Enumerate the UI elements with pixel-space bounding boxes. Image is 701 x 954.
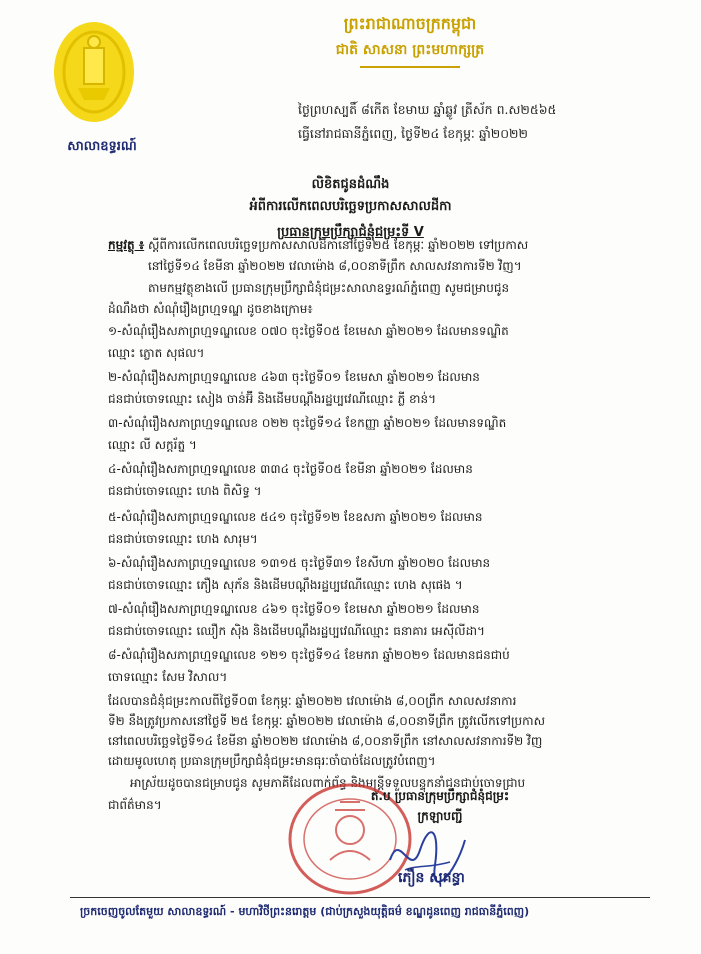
signatory-name: ភឿន សុគន្ធា xyxy=(398,870,465,886)
court-emblem-icon xyxy=(48,18,140,130)
intro-line-2: ដំណឹងថា សំណុំរឿងព្រហ្មទណ្ឌ ដូចខាងក្រោម៖ xyxy=(108,302,313,316)
footer-address: ច្រកចេញចូលតែមួយ សាលាឧទ្ធរណ៍ - មហាវិថីព្រះនរោត្តម (ជាប់ក្រសួងយុត្តិធម៌ ខណ្ឌដូនពេញ រាជធានីភ្នំពេញ) xyxy=(80,905,530,918)
case-6-line-1: ៦-សំណុំរឿងសភាព្រហ្មទណ្ឌលេខ ១៣១៥ ចុះថ្ងៃទី៣១ ខែសីហា ឆ្នាំ២០២០ ដែលមាន xyxy=(108,556,491,570)
case-1-line-2: ឈ្មោះ ភ្លោត សុផល។ xyxy=(108,346,205,360)
case-8-line-1: ៨-សំណុំរឿងសភាព្រហ្មទណ្ឌលេខ ១២១ ចុះថ្ងៃទី១៤ ខែមករា ឆ្នាំ២០២១ ដែលមានជនជាប់ xyxy=(108,648,510,662)
document-type: លិខិតជូនដំណឹង xyxy=(311,177,390,192)
case-7-line-2: ជនជាប់ចោទឈ្មោះ ឈឿក ស៊ិង និងដើមបណ្តឹងរដ្ឋប្បវេណីឈ្មោះ ធនាគារ អេស៊ីលីដា។ xyxy=(108,624,485,638)
document-about: អំពីការលើកពេលបរិច្ឆេទប្រកាសសាលដីកា xyxy=(249,199,452,214)
decision-line-2: ទី២ នឹងត្រូវប្រកាសនៅថ្ងៃទី ២៥ ខែកុម្ភៈ ឆ្នាំ២០២២ វេលាម៉ោង ៨,០០នាទីព្រឹក ត្រូវលើកទៅប្រកាស xyxy=(108,714,546,728)
decision-line-3: នៅពេលបរិច្ឆេទថ្ងៃទី១៤ ខែមីនា ឆ្នាំ២០២២ វេលាម៉ោង ៨,០០នាទីព្រឹក នៅសាលសវនាការទី២ វិញ xyxy=(108,734,543,748)
case-1-line-1: ១-សំណុំរឿងសភាព្រហ្មទណ្ឌលេខ ០៧០ ចុះថ្ងៃទី០៥ ខែមេសា ឆ្នាំ២០២១ ដែលមានទណ្ឌិត xyxy=(108,324,509,338)
closing-line-1: អាស្រ័យដូចបានជម្រាបជូន សូមភាគីដែលពាក់ព័ន្ធ និងមន្ត្រីទទួលបន្ទុកនាំជនជាប់ចោទជ្រាប xyxy=(130,776,526,790)
lunar-date: ថ្ងៃព្រហស្បតិ៍ ៨កើត ខែមាឃ ឆ្នាំឆ្លូវ ត្រីស័ក ព.ស២៥៦៥ xyxy=(298,102,557,117)
case-7-line-1: ៧-សំណុំរឿងសភាព្រហ្មទណ្ឌលេខ ៤៦១ ចុះថ្ងៃទី០១ ខែមេសា ឆ្នាំ២០២១ ដែលមាន xyxy=(108,602,480,616)
decision-line-1: ដែលបានជំនុំជម្រះកាលពីថ្ងៃទី០៣ ខែកុម្ភៈ ឆ្នាំ២០២២ វេលាម៉ោង ៨,០០ព្រឹក សាលសវនាការ xyxy=(108,694,517,708)
case-5-line-2: ជនជាប់ចោទឈ្មោះ ហេង សារុម។ xyxy=(108,532,258,546)
footer-divider xyxy=(70,897,650,898)
case-4-line-2: ជនជាប់ចោទឈ្មោះ ហេង ពិសិទ្ធ ។ xyxy=(108,484,262,498)
national-motto: ជាតិ សាសនា ព្រះមហាក្សត្រ xyxy=(335,42,485,58)
subject-text-2: នៅថ្ងៃទី១៤ ខែមីនា ឆ្នាំ២០២២ វេលាម៉ោង ៨,០០នាទីព្រឹក សាលសវនាការទី២ វិញ។ xyxy=(148,259,522,273)
case-2-line-1: ២-សំណុំរឿងសភាព្រហ្មទណ្ឌលេខ ៤៦៣ ចុះថ្ងៃទី០១ ខែមេសា ឆ្នាំ២០២១ ដែលមាន xyxy=(108,370,480,384)
case-2-line-2: ជនជាប់ចោទឈ្មោះ សៀង ចាន់អ៊ី និងដើមបណ្តឹងរដ្ឋប្បវេណីឈ្មោះ ភ្លី ខាន់។ xyxy=(108,392,436,406)
kingdom-heading: ព្រះរាជាណាចក្រកម្ពុជា xyxy=(343,14,477,33)
motto-divider xyxy=(360,66,460,68)
subject-line xyxy=(108,236,628,254)
intro-line-1: តាមកម្មវត្ថុខាងលើ ប្រធានក្រុមប្រឹក្សាជំនុំជម្រះសាលាឧទ្ធរណ៍ភ្នំពេញ សូមជម្រាបជូន xyxy=(148,281,510,295)
closing-line-2: ជាព័ត៌មាន។ xyxy=(108,798,162,812)
subject-text-1: ស្តីពីការលើកពេលបរិច្ឆេទប្រកាសសាលដីកានៅថ្ងៃទី២៥ ខែកុម្ភៈ ឆ្នាំ២០២២ ទៅប្រកាស xyxy=(147,238,529,252)
decision-line-4: ដោយមូលហេតុ ប្រធានក្រុមប្រឹក្សាជំនុំជម្រះមានធុរៈចាំបាច់ដែលត្រូវបំពេញ។ xyxy=(108,754,436,768)
court-name: សាលាឧទ្ធរណ៍ xyxy=(67,139,137,154)
case-3-line-2: ឈ្មោះ លី សក្តរ័ត្ន ។ xyxy=(108,438,197,452)
case-6-line-2: ជនជាប់ចោទឈ្មោះ ភឿង សុភ័ន និងដើមបណ្តឹងរដ្ឋប្បវេណីឈ្មោះ ហេង សុផេង ។ xyxy=(108,578,463,592)
case-3-line-1: ៣-សំណុំរឿងសភាព្រហ្មទណ្ឌលេខ ០២២ ចុះថ្ងៃទី១៤ ខែកញ្ញា ឆ្នាំ២០២១ ដែលមានទណ្ឌិត xyxy=(108,416,507,430)
document-issuer: ប្រធានក្រុមប្រឹក្សាជំនុំជម្រះទី V xyxy=(277,225,424,240)
subject-label: កម្មវត្ថុ ៖ xyxy=(108,238,145,252)
signature-subtitle: ក្រឡាបញ្ជី xyxy=(417,809,463,823)
case-8-line-2: ចោទឈ្មោះ សែម វិសាល។ xyxy=(108,670,228,684)
solar-date: ធ្វើនៅរាជធានីភ្នំពេញ, ថ្ងៃទី២៤ ខែកុម្ភៈ ឆ្នាំ២០២២ xyxy=(298,126,528,141)
case-4-line-1: ៤-សំណុំរឿងសភាព្រហ្មទណ្ឌលេខ ៣៣៤ ចុះថ្ងៃទី០៥ ខែមីនា ឆ្នាំ២០២១ ដែលមាន xyxy=(108,462,473,476)
case-5-line-1: ៥-សំណុំរឿងសភាព្រហ្មទណ្ឌលេខ ៥៤១ ចុះថ្ងៃទី១២ ខែឧសភា ឆ្នាំ២០២១ ដែលមាន xyxy=(108,510,483,524)
signature-title: ត.ប ប្រធានក្រុមប្រឹក្សាជំនុំជម្រះ xyxy=(370,789,510,803)
